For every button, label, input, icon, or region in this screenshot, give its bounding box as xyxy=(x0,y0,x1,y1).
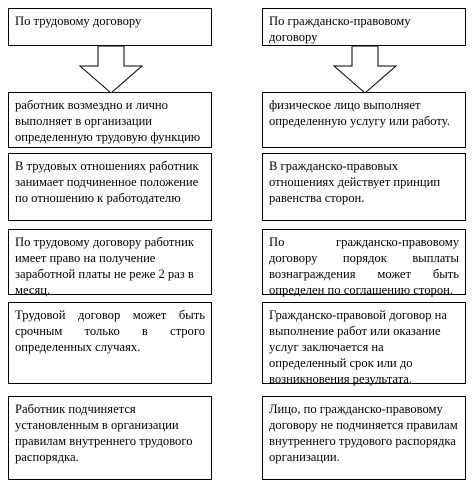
left-item-box xyxy=(8,302,212,384)
left-header-box xyxy=(8,8,212,46)
right-header-text: По гражданско-правовому договору xyxy=(269,14,411,44)
left-item-box xyxy=(8,396,212,480)
right-item-text: Лицо, по гражданско-правовому договору не подчиняется правилам внутреннего трудового распорядка организации. xyxy=(269,402,458,464)
left-item-box xyxy=(8,153,212,221)
left-item-text: Работник подчиняется установленным в организации правилам внутреннего трудового распорядка. xyxy=(15,402,193,464)
right-item-box xyxy=(262,229,466,295)
right-down-arrow xyxy=(332,46,398,94)
left-item-box xyxy=(8,92,212,148)
right-item-box xyxy=(262,396,466,480)
left-header-text: По трудовому договору xyxy=(15,14,142,28)
left-item-text: Трудовой договор может быть срочным только в строго определенных случаях. xyxy=(15,308,205,354)
right-item-box xyxy=(262,153,466,221)
right-item-box xyxy=(262,302,466,384)
left-item-box xyxy=(8,229,212,295)
right-header-box xyxy=(262,8,466,46)
right-item-text: В гражданско-правовых отношениях действует принцип равенства сторон. xyxy=(269,159,441,205)
left-item-text: работник возмездно и лично выполняет в организации определенную трудовую функцию xyxy=(15,98,201,144)
left-item-text: В трудовых отношениях работник занимает подчиненное положение по отношению к работодателю xyxy=(15,159,199,205)
right-item-text: По гражданско-правовому договору порядок выплаты вознаграждения может быть определен по соглашению сторон. xyxy=(269,235,459,297)
left-down-arrow xyxy=(78,46,144,94)
right-item-text: Гражданско-правовой договор на выполнение работ или оказание услуг заключается на определенный срок или до возникновения результата. xyxy=(269,308,447,386)
right-item-box xyxy=(262,92,466,148)
left-item-text: По трудовому договору работник имеет право на получение заработной платы не реже 2 раз в месяц. xyxy=(15,235,194,297)
right-item-text: физическое лицо выполняет определенную услугу или работу. xyxy=(269,98,450,128)
